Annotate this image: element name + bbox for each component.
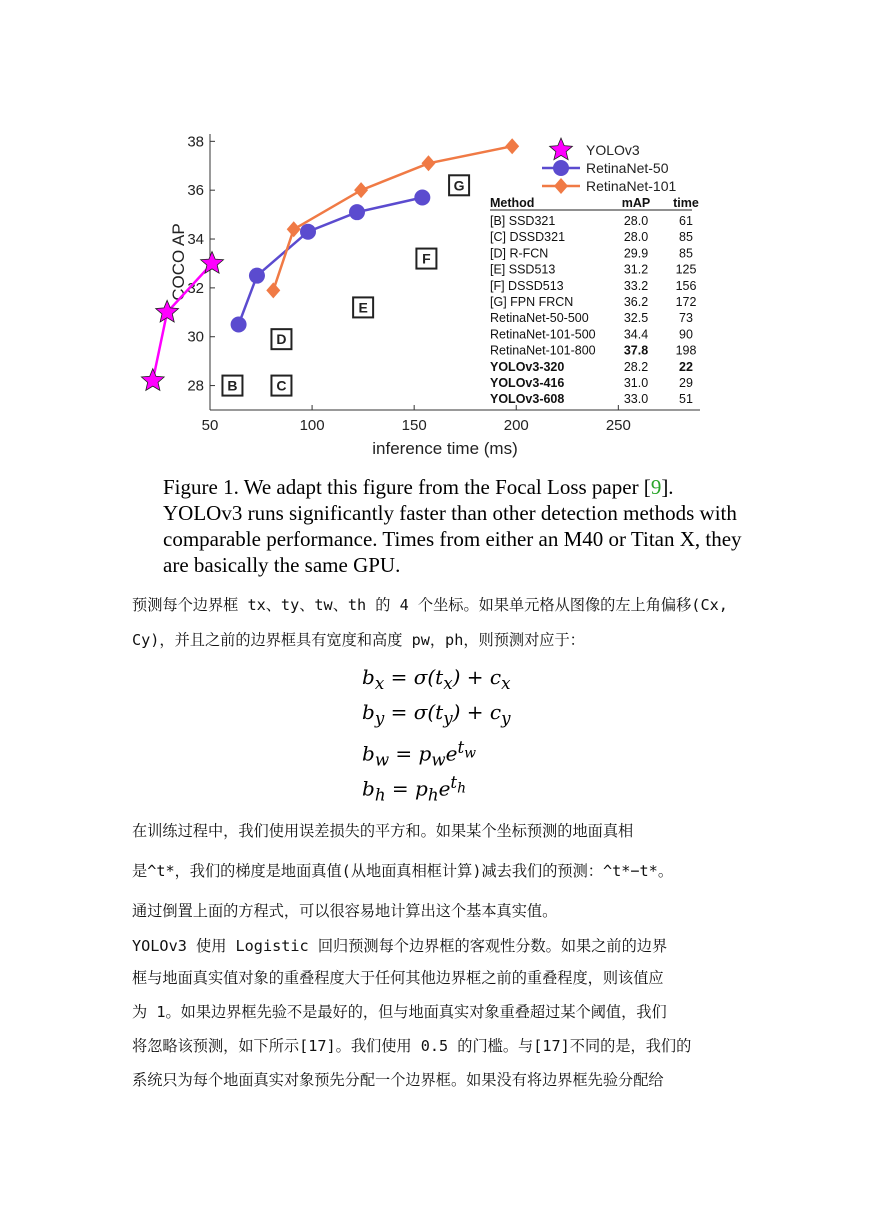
legend-retinanet-101-diamond xyxy=(554,178,568,194)
method-marker-label: E xyxy=(358,299,368,316)
table-header-time: time xyxy=(673,196,699,210)
table-cell-map: 31.0 xyxy=(623,376,649,390)
legend-label: RetinaNet-101 xyxy=(586,178,677,194)
legend-label: YOLOv3 xyxy=(586,142,640,158)
table-cell-map: 29.9 xyxy=(623,246,649,261)
equation-bw: $b_w = p_we^{t_w}$ xyxy=(362,738,477,770)
table-cell-time: 90 xyxy=(679,327,693,342)
y-tick-label: 36 xyxy=(187,182,204,200)
equation-by: $b_y = \sigma(t_y) + c_y$ xyxy=(362,700,511,728)
figure-1 xyxy=(140,128,720,468)
table-cell-map: 28.0 xyxy=(623,214,649,228)
table-cell-map: 28.0 xyxy=(623,230,649,245)
yolov3-point-star xyxy=(201,252,224,274)
x-tick-label: 100 xyxy=(299,417,325,434)
table-cell-time: 29 xyxy=(679,376,693,390)
table-header-map: mAP xyxy=(621,196,651,210)
x-tick-label: 200 xyxy=(503,417,529,434)
table-cell-method: [B] SSD321 xyxy=(490,214,556,228)
retinanet-50-point-dot xyxy=(231,317,247,333)
retinanet-50-point-dot xyxy=(349,204,365,220)
paragraph-1-line-2: Cy)，并且之前的边界框具有宽度和高度 pw，ph，则预测对应于： xyxy=(132,631,585,649)
table-cell-time: 172 xyxy=(675,295,697,309)
retinanet-101-point-diamond xyxy=(266,282,280,298)
y-tick-label: 38 xyxy=(187,133,204,151)
retinanet-101-point-diamond xyxy=(505,138,519,154)
table-cell-method: RetinaNet-101-800 xyxy=(490,343,596,358)
table-cell-map: 37.8 xyxy=(623,343,649,358)
equation-bx: $b_x = \sigma(t_x) + c_x$ xyxy=(362,665,511,693)
caption-text-cont: ]. YOLOv3 runs significantly faster than other detection methods with comparable performance. Times from either an M40 or Titan X, they are basically the same GPU. xyxy=(163,475,742,577)
paragraph-1-line-1: 预测每个边界框 tx、ty、tw、th 的 4 个坐标。如果单元格从图像的左上角偏移(Cx, xyxy=(132,596,728,614)
table-cell-method: RetinaNet-101-500 xyxy=(490,327,596,342)
y-axis-label: COCO AP xyxy=(169,223,188,301)
legend-retinanet-50-dot xyxy=(553,160,569,176)
yolov3-point-star xyxy=(141,369,164,391)
table-cell-map: 33.0 xyxy=(623,392,649,407)
method-marker-label: C xyxy=(276,377,287,394)
retinanet-50-point-dot xyxy=(414,190,430,206)
legend-label: RetinaNet-50 xyxy=(586,160,669,176)
y-tick-label: 30 xyxy=(187,328,204,346)
retinanet-50-point-dot xyxy=(300,224,316,240)
retinanet-101-point-diamond xyxy=(421,155,435,171)
x-tick-label: 250 xyxy=(605,417,631,434)
table-cell-time: 125 xyxy=(675,262,697,277)
paragraph-3-line-4: 将忽略该预测，如下所示[17]。我们使用 0.5 的门槛。与[17]不同的是，我们的 xyxy=(132,1037,692,1055)
x-axis-label: inference time (ms) xyxy=(372,439,518,458)
paragraph-3-line-2: 框与地面真实值对象的重叠程度大于任何其他边界框之前的重叠程度，则该值应 xyxy=(132,969,664,987)
y-tick-label: 34 xyxy=(187,231,204,249)
equations xyxy=(362,660,511,805)
x-tick-label: 150 xyxy=(401,417,427,434)
y-tick-label: 32 xyxy=(187,279,204,297)
caption-text: Figure 1. We adapt this figure from the Focal Loss paper [ xyxy=(163,475,651,499)
table-cell-map: 34.4 xyxy=(623,327,649,342)
table-cell-method: [E] SSD513 xyxy=(490,262,556,277)
equation-bh: $b_h = p_he^{t_h}$ xyxy=(362,773,467,805)
table-cell-time: 73 xyxy=(679,311,693,326)
table-cell-method: [G] FPN FRCN xyxy=(490,295,574,309)
figure-caption xyxy=(163,474,743,578)
retinanet-101-series-line xyxy=(273,146,512,290)
table-cell-method: [F] DSSD513 xyxy=(490,278,564,293)
table-cell-method: YOLOv3-608 xyxy=(490,392,565,407)
paragraph-3-line-5: 系统只为每个地面真实对象预先分配一个边界框。如果没有将边界框先验分配给 xyxy=(132,1071,664,1089)
table-cell-method: YOLOv3-416 xyxy=(490,376,565,390)
map-vs-time-chart xyxy=(140,128,720,468)
table-cell-time: 51 xyxy=(679,392,693,407)
method-marker-label: F xyxy=(422,250,431,267)
legend-yolov3-star xyxy=(550,138,573,160)
paragraph-2-line-1: 在训练过程中，我们使用误差损失的平方和。如果某个坐标预测的地面真相 xyxy=(132,822,634,840)
method-marker-label: G xyxy=(453,177,465,194)
y-tick-label: 28 xyxy=(187,377,204,395)
table-cell-map: 36.2 xyxy=(623,295,649,309)
table-header-method: Method xyxy=(490,196,535,210)
table-cell-method: [C] DSSD321 xyxy=(490,230,566,245)
table-cell-time: 61 xyxy=(679,214,693,228)
method-marker-label: D xyxy=(276,331,287,348)
table-cell-time: 85 xyxy=(679,230,693,245)
table-cell-map: 32.5 xyxy=(623,311,649,326)
paragraph-2-line-3: 通过倒置上面的方程式，可以很容易地计算出这个基本真实值。 xyxy=(132,902,558,920)
table-cell-time: 22 xyxy=(679,359,693,374)
retinanet-101-point-diamond xyxy=(354,182,368,198)
table-cell-method: RetinaNet-50-500 xyxy=(490,311,589,326)
table-cell-map: 28.2 xyxy=(623,359,649,374)
retinanet-101-point-diamond xyxy=(287,221,301,237)
paragraph-3-line-3: 为 1。如果边界框先验不是最好的，但与地面真实对象重叠超过某个阈值，我们 xyxy=(132,1003,667,1021)
table-cell-time: 156 xyxy=(675,278,697,293)
table-cell-method: [D] R-FCN xyxy=(490,246,549,261)
method-marker-label: B xyxy=(227,377,238,394)
paragraph-3-line-1: YOLOv3 使用 Logistic 回归预测每个边界框的客观性分数。如果之前的边界 xyxy=(132,937,668,955)
caption-reference-link[interactable]: 9 xyxy=(650,475,662,499)
retinanet-50-series-line xyxy=(239,198,423,325)
table-cell-time: 198 xyxy=(675,343,697,358)
table-cell-time: 85 xyxy=(679,246,693,261)
retinanet-50-point-dot xyxy=(249,268,265,284)
table-cell-method: YOLOv3-320 xyxy=(490,359,565,374)
table-cell-map: 33.2 xyxy=(623,278,649,293)
paragraph-2-line-2: 是^t*，我们的梯度是地面真值(从地面真相框计算)减去我们的预测：^t*−t*。 xyxy=(132,862,674,880)
table-cell-map: 31.2 xyxy=(623,262,649,277)
x-tick-label: 50 xyxy=(201,417,219,434)
